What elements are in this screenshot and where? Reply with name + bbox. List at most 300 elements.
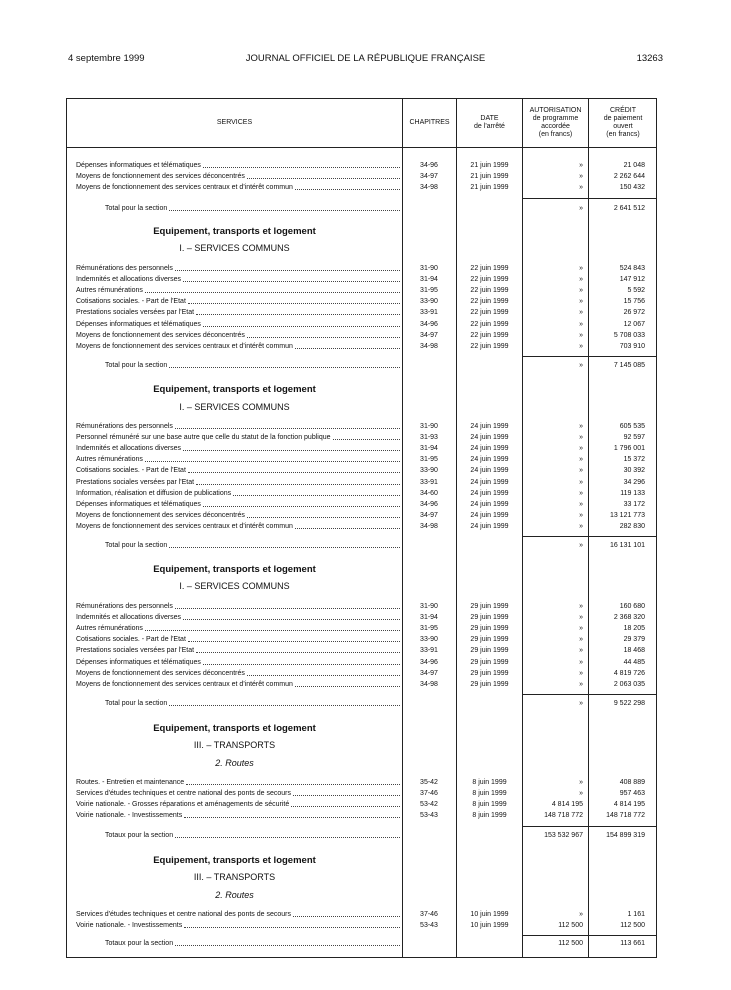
service-label: Routes. - Entretien et maintenance [76, 779, 185, 786]
dot-leader [169, 203, 400, 211]
date-cell: 24 juin 1999 [470, 489, 509, 497]
credit-cell: 148 718 772 [606, 812, 645, 820]
total-label: Totaux pour la section [105, 832, 174, 839]
date-cell: 8 juin 1999 [472, 790, 507, 798]
date-cell: 24 juin 1999 [470, 445, 509, 453]
total-row [67, 698, 658, 709]
credit-cell: 408 889 [619, 779, 645, 786]
service-label: Information, réalisation et diffusion de publications [76, 489, 232, 497]
credit-cell: 13 121 773 [609, 511, 645, 519]
service-cell [76, 920, 402, 931]
credit-cell: 5 592 [627, 287, 645, 295]
dot-leader [196, 645, 400, 653]
service-label: Moyens de fonctionnement des services centraux et d'intérêt commun [76, 680, 293, 688]
section-title: Equipement, transports et logement [153, 723, 316, 734]
table-row [67, 182, 658, 193]
total-cell [105, 540, 402, 551]
autorisation-cell: » [579, 522, 583, 530]
table-row [67, 645, 658, 656]
total-row [67, 938, 658, 949]
service-label: Dépenses informatiques et télématiques [76, 162, 201, 169]
service-label: Voirie nationale. - Investissements [76, 922, 183, 930]
date-cell: 24 juin 1999 [470, 511, 509, 519]
total-autorisation: » [579, 700, 583, 707]
total-row [67, 830, 658, 841]
service-cell [76, 645, 402, 656]
autorisation-cell: 4 814 195 [551, 801, 583, 809]
autorisation-cell: » [579, 331, 583, 339]
section-title: Equipement, transports et logement [153, 855, 316, 866]
service-label: Moyens de fonctionnement des services déconcentrés [76, 511, 245, 519]
total-label: Total pour la section [105, 700, 168, 707]
total-rule [589, 694, 657, 695]
total-rule [523, 826, 588, 827]
service-cell [76, 263, 402, 274]
service-cell [76, 679, 402, 690]
chapitre-cell: 34-97 [420, 331, 438, 339]
section-heading: I. – SERVICES COMMUNS [179, 581, 290, 591]
date-cell: 22 juin 1999 [470, 298, 509, 306]
total-cell [105, 698, 402, 709]
autorisation-cell: » [579, 790, 583, 798]
total-autorisation: 153 532 967 [544, 832, 583, 839]
table-row [67, 330, 658, 341]
dot-leader [169, 698, 400, 706]
total-rule [523, 935, 588, 936]
total-rule [523, 694, 588, 695]
date-cell: 24 juin 1999 [470, 434, 509, 442]
dot-leader [188, 634, 400, 642]
total-cell [105, 360, 402, 371]
total-credit: 9 522 298 [613, 700, 645, 707]
table-row [67, 477, 658, 488]
date-cell: 29 juin 1999 [470, 625, 509, 633]
autorisation-cell: 148 718 772 [544, 812, 583, 820]
dot-leader [293, 788, 400, 796]
table-row [67, 668, 658, 679]
table-row [67, 341, 658, 352]
autorisation-cell: » [579, 658, 583, 666]
autorisation-cell: » [579, 184, 583, 192]
credit-cell: 160 680 [619, 603, 645, 610]
service-cell [76, 777, 402, 788]
chapitre-cell: 34-60 [420, 489, 438, 497]
table-row [67, 171, 658, 182]
chapitre-cell: 33-91 [420, 647, 438, 655]
chapitre-cell: 34-98 [420, 680, 438, 688]
autorisation-cell: » [579, 614, 583, 622]
date-cell: 29 juin 1999 [470, 636, 509, 644]
dot-leader [175, 601, 400, 609]
date-cell: 29 juin 1999 [470, 603, 509, 610]
dot-leader [183, 612, 400, 620]
credit-cell: 34 296 [623, 478, 645, 486]
dot-leader [196, 307, 400, 315]
credit-cell: 4 819 726 [613, 669, 645, 677]
table-row [67, 810, 658, 821]
chapitre-cell: 35-42 [420, 779, 438, 786]
chapitre-cell: 34-97 [420, 173, 438, 181]
chapitre-cell: 34-96 [420, 658, 438, 666]
dot-leader [247, 171, 400, 179]
total-cell [105, 830, 402, 841]
dot-leader [186, 777, 400, 785]
header-rule [67, 147, 656, 148]
table-row [67, 657, 658, 668]
table-row [67, 799, 658, 810]
autorisation-cell: » [579, 680, 583, 688]
chapitre-cell: 31-90 [420, 603, 438, 610]
autorisation-cell: » [579, 603, 583, 610]
table-row [67, 601, 658, 612]
service-cell [76, 274, 402, 285]
total-rule [589, 356, 657, 357]
date-cell: 8 juin 1999 [472, 812, 507, 820]
service-label: Cotisations sociales. - Part de l'Etat [76, 467, 186, 475]
credit-cell: 21 048 [623, 162, 645, 169]
total-credit: 7 145 085 [613, 362, 645, 369]
credit-cell: 605 535 [619, 423, 645, 430]
service-label: Prestations sociales versées par l'Etat [76, 478, 195, 486]
dot-leader [188, 296, 400, 304]
dot-leader [169, 360, 400, 368]
service-label: Moyens de fonctionnement des services centraux et d'intérêt commun [76, 522, 293, 530]
date-cell: 22 juin 1999 [470, 276, 509, 284]
service-cell [76, 465, 402, 476]
total-credit: 16 131 101 [609, 542, 645, 549]
date-cell: 8 juin 1999 [472, 779, 507, 786]
total-label: Total pour la section [105, 542, 168, 549]
chapitre-cell: 34-96 [420, 320, 438, 328]
section-heading: III. – TRANSPORTS [193, 740, 276, 750]
total-rule [523, 356, 588, 357]
service-cell [76, 657, 402, 668]
table-row [67, 319, 658, 330]
service-cell [76, 488, 402, 499]
table-row [67, 421, 658, 432]
credit-cell: 1 796 001 [613, 445, 645, 453]
table-row [67, 296, 658, 307]
credit-cell: 5 708 033 [613, 331, 645, 339]
service-cell [76, 160, 402, 171]
dot-leader [145, 454, 400, 462]
chapitre-cell: 37-46 [420, 911, 438, 918]
service-label: Rémunérations des personnels [76, 423, 173, 430]
service-cell [76, 499, 402, 510]
date-cell: 10 juin 1999 [470, 922, 509, 930]
service-cell [76, 521, 402, 532]
service-label: Autres rémunérations [76, 287, 143, 295]
service-label: Voirie nationale. - Investissements [76, 812, 183, 820]
autorisation-cell: » [579, 636, 583, 644]
credit-cell: 4 814 195 [613, 801, 645, 809]
table-row [67, 909, 658, 920]
chapitre-cell: 31-94 [420, 445, 438, 453]
credit-cell: 119 133 [620, 489, 645, 497]
total-cell [105, 203, 402, 214]
autorisation-cell: » [579, 423, 583, 430]
table-row [67, 160, 658, 171]
date-cell: 24 juin 1999 [470, 522, 509, 530]
date-cell: 29 juin 1999 [470, 614, 509, 622]
date-cell: 21 juin 1999 [470, 162, 509, 169]
service-cell [76, 432, 402, 443]
service-cell [76, 634, 402, 645]
chapitre-cell: 53-43 [420, 922, 438, 930]
date-cell: 24 juin 1999 [470, 478, 509, 486]
dot-leader [203, 499, 400, 507]
page-number: 13263 [636, 53, 663, 64]
service-cell [76, 171, 402, 182]
service-label: Autres rémunérations [76, 456, 143, 464]
table-row [67, 521, 658, 532]
service-cell [76, 307, 402, 318]
section-title: Equipement, transports et logement [153, 384, 316, 395]
dot-leader [203, 319, 400, 327]
autorisation-cell: » [579, 276, 583, 284]
autorisation-cell: » [579, 669, 583, 677]
date-cell: 21 juin 1999 [470, 184, 509, 192]
section-title: Equipement, transports et logement [153, 226, 316, 237]
autorisation-cell: » [579, 456, 583, 464]
dot-leader [293, 909, 400, 917]
autorisation-cell: » [579, 434, 583, 442]
table-row [67, 612, 658, 623]
date-cell: 21 juin 1999 [470, 173, 509, 181]
credit-cell: 112 500 [620, 922, 645, 930]
dot-leader [183, 443, 400, 451]
service-cell [76, 668, 402, 679]
service-cell [76, 330, 402, 341]
chapitre-cell: 33-91 [420, 309, 438, 317]
service-label: Services d'études techniques et centre national des ponts de secours [76, 790, 291, 798]
autorisation-cell: » [579, 162, 583, 169]
date-cell: 10 juin 1999 [470, 911, 509, 918]
date-cell: 24 juin 1999 [470, 467, 509, 475]
table-row [67, 623, 658, 634]
journal-title: JOURNAL OFFICIEL DE LA RÉPUBLIQUE FRANÇAISE [245, 53, 486, 64]
credit-cell: 26 972 [623, 309, 645, 317]
table-row [67, 488, 658, 499]
service-cell [76, 421, 402, 432]
section-subheading: 2. Routes [215, 890, 254, 900]
autorisation-cell: » [579, 911, 583, 918]
date-cell: 29 juin 1999 [470, 647, 509, 655]
total-credit: 154 899 319 [606, 832, 645, 839]
credit-cell: 18 468 [623, 647, 645, 655]
credit-cell: 150 432 [619, 184, 645, 192]
table-row [67, 454, 658, 465]
dot-leader [188, 465, 400, 473]
service-cell [76, 612, 402, 623]
chapitre-cell: 31-93 [420, 434, 438, 442]
service-label: Moyens de fonctionnement des services déconcentrés [76, 669, 245, 677]
col-header-date: DATE de l'arrêté [474, 115, 505, 130]
dot-leader [175, 830, 400, 838]
autorisation-cell: » [579, 445, 583, 453]
service-label: Dépenses informatiques et télématiques [76, 658, 201, 666]
credit-cell: 15 756 [623, 298, 645, 306]
chapitre-cell: 31-95 [420, 456, 438, 464]
chapitre-cell: 31-90 [420, 265, 438, 272]
autorisation-cell: » [579, 309, 583, 317]
chapitre-cell: 33-91 [420, 478, 438, 486]
date-cell: 22 juin 1999 [470, 331, 509, 339]
dot-leader [295, 521, 400, 529]
credit-cell: 282 830 [619, 522, 645, 530]
service-cell [76, 799, 402, 810]
date-cell: 29 juin 1999 [470, 680, 509, 688]
credit-cell: 2 262 644 [613, 173, 645, 181]
service-label: Moyens de fonctionnement des services centraux et d'intérêt commun [76, 184, 293, 192]
section-heading: I. – SERVICES COMMUNS [179, 243, 290, 253]
date-cell: 29 juin 1999 [470, 669, 509, 677]
service-cell [76, 623, 402, 634]
service-label: Cotisations sociales. - Part de l'Etat [76, 298, 186, 306]
chapitre-cell: 34-97 [420, 511, 438, 519]
chapitre-cell: 34-98 [420, 342, 438, 350]
credit-cell: 524 843 [619, 265, 645, 272]
table-row [67, 499, 658, 510]
chapitre-cell: 31-90 [420, 423, 438, 430]
autorisation-cell: » [579, 647, 583, 655]
total-credit: 2 641 512 [613, 205, 645, 212]
date-cell: 24 juin 1999 [470, 456, 509, 464]
autorisation-cell: » [579, 779, 583, 786]
autorisation-cell: » [579, 511, 583, 519]
credit-cell: 33 172 [623, 500, 645, 508]
date-cell: 29 juin 1999 [470, 658, 509, 666]
dot-leader [184, 920, 400, 928]
total-autorisation: 112 500 [558, 940, 583, 947]
autorisation-cell: » [579, 298, 583, 306]
dot-leader [145, 285, 400, 293]
chapitre-cell: 33-90 [420, 467, 438, 475]
total-row [67, 540, 658, 551]
service-cell [76, 477, 402, 488]
table-row [67, 263, 658, 274]
date-cell: 24 juin 1999 [470, 423, 509, 430]
chapitre-cell: 37-46 [420, 790, 438, 798]
total-row [67, 360, 658, 371]
service-label: Moyens de fonctionnement des services déconcentrés [76, 331, 245, 339]
budget-table [66, 98, 657, 958]
service-label: Rémunérations des personnels [76, 265, 173, 272]
service-label: Dépenses informatiques et télématiques [76, 320, 201, 328]
service-label: Services d'études techniques et centre national des ponts de secours [76, 911, 291, 918]
dot-leader [203, 160, 400, 168]
chapitre-cell: 53-42 [420, 801, 438, 809]
autorisation-cell: » [579, 625, 583, 633]
total-autorisation: » [579, 205, 583, 212]
dot-leader [175, 263, 400, 271]
table-row [67, 510, 658, 521]
credit-cell: 44 485 [623, 658, 645, 666]
service-label: Indemnités et allocations diverses [76, 614, 182, 622]
credit-cell: 1 161 [627, 911, 645, 918]
total-autorisation: » [579, 362, 583, 369]
autorisation-cell: 112 500 [558, 922, 583, 930]
dot-leader [175, 938, 400, 946]
service-cell [76, 788, 402, 799]
chapitre-cell: 31-95 [420, 287, 438, 295]
total-row [67, 203, 658, 214]
total-label: Total pour la section [105, 362, 168, 369]
table-row [67, 285, 658, 296]
col-header-credit: CRÉDIT de paiement ouvert (en francs) [603, 107, 643, 138]
col-header-services: SERVICES [216, 119, 253, 126]
dot-leader [247, 330, 400, 338]
table-row [67, 443, 658, 454]
table-row [67, 679, 658, 690]
dot-leader [295, 679, 400, 687]
dot-leader [333, 432, 400, 440]
service-cell [76, 285, 402, 296]
date-cell: 8 juin 1999 [472, 801, 507, 809]
dot-leader [145, 623, 400, 631]
service-label: Prestations sociales versées par l'Etat [76, 309, 195, 317]
total-autorisation: » [579, 542, 583, 549]
section-heading: III. – TRANSPORTS [193, 872, 276, 882]
chapitre-cell: 34-98 [420, 522, 438, 530]
date-cell: 24 juin 1999 [470, 500, 509, 508]
credit-cell: 2 063 035 [613, 680, 645, 688]
credit-cell: 703 910 [619, 342, 645, 350]
credit-cell: 92 597 [623, 434, 645, 442]
dot-leader [295, 182, 400, 190]
autorisation-cell: » [579, 500, 583, 508]
dot-leader [247, 668, 400, 676]
service-label: Rémunérations des personnels [76, 603, 173, 610]
service-label: Autres rémunérations [76, 625, 143, 633]
table-row [67, 788, 658, 799]
dot-leader [196, 477, 400, 485]
chapitre-cell: 31-94 [420, 614, 438, 622]
service-label: Prestations sociales versées par l'Etat [76, 647, 195, 655]
autorisation-cell: » [579, 489, 583, 497]
service-cell [76, 443, 402, 454]
dot-leader [203, 657, 400, 665]
header-date: 4 septembre 1999 [68, 53, 145, 64]
chapitre-cell: 31-95 [420, 625, 438, 633]
total-rule [523, 198, 588, 199]
dot-leader [184, 810, 400, 818]
service-label: Voirie nationale. - Grosses réparations et aménagements de sécurité [76, 801, 290, 809]
service-cell [76, 341, 402, 352]
chapitre-cell: 33-90 [420, 298, 438, 306]
dot-leader [295, 341, 400, 349]
dot-leader [183, 274, 400, 282]
service-label: Dépenses informatiques et télématiques [76, 500, 201, 508]
col-header-autorisation: AUTORISATION de programme accordée (en francs) [529, 107, 582, 138]
table-row [67, 274, 658, 285]
total-label: Totaux pour la section [105, 940, 174, 947]
credit-cell: 30 392 [623, 467, 645, 475]
date-cell: 22 juin 1999 [470, 342, 509, 350]
table-row [67, 465, 658, 476]
service-cell [76, 296, 402, 307]
credit-cell: 2 368 320 [613, 614, 645, 622]
autorisation-cell: » [579, 478, 583, 486]
service-cell [76, 182, 402, 193]
credit-cell: 12 067 [623, 320, 645, 328]
total-credit: 113 661 [620, 940, 645, 947]
autorisation-cell: » [579, 173, 583, 181]
table-row [67, 307, 658, 318]
credit-cell: 18 205 [623, 625, 645, 633]
autorisation-cell: » [579, 342, 583, 350]
chapitre-cell: 34-98 [420, 184, 438, 192]
